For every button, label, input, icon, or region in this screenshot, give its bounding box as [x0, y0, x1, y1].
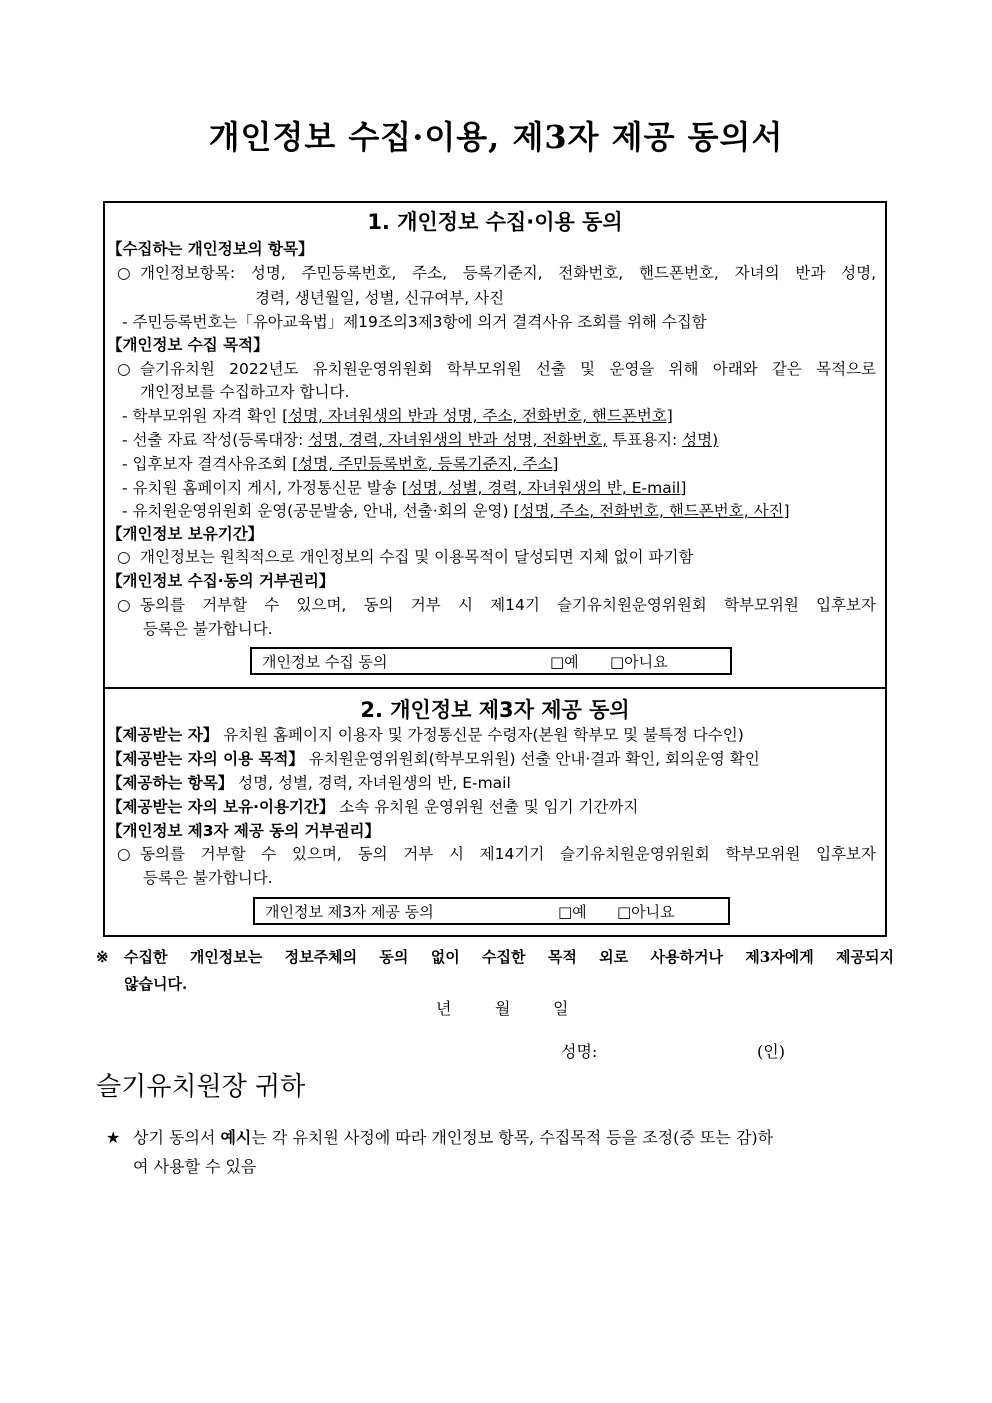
period-label: 【제공받는 자의 보유·이용기간】 — [107, 798, 335, 816]
purpose-item-2-text: - 선출 자료 작성(등록대장: — [122, 431, 309, 449]
notice-mark: ※ — [96, 948, 109, 966]
footnote-pre: 상기 동의서 — [133, 1128, 221, 1147]
purpose-item-2-fields2: 성명) — [682, 431, 719, 449]
refusal-line2: 등록은 불가합니다. — [143, 620, 273, 638]
purpose-item-5-fields: [성명, 주소, 전화번호, 핸드폰번호, 사진] — [513, 502, 790, 520]
retention-bullet: ○ — [117, 548, 131, 566]
items-bullet: ○ — [117, 264, 131, 282]
consent-box-2 — [253, 897, 730, 925]
purpose-item-3 — [122, 453, 558, 475]
refusal-header: 【개인정보 수집·동의 거부권리】 — [107, 572, 335, 590]
consent-box-1 — [250, 647, 732, 675]
provided-items-line — [107, 772, 511, 794]
retention-header: 【개인정보 보유기간】 — [107, 525, 264, 543]
purpose-item-2-fields: 성명, 경력, 자녀원생의 반과 성명, 전화번호, — [308, 431, 608, 449]
refusal-bullet: ○ — [117, 596, 131, 614]
notice-line1: 수집한 개인정보는 정보주체의 동의 없이 수집한 목적 외로 사용하거나 제3자에게 제공되지 — [124, 948, 894, 966]
date-month: 월 — [495, 999, 511, 1018]
items-header: 【수집하는 개인정보의 항목】 — [107, 240, 314, 258]
document-title: 개인정보 수집·이용, 제3자 제공 동의서 — [208, 118, 784, 156]
section-divider — [103, 687, 887, 689]
retention-text: 개인정보는 원칙적으로 개인정보의 수집 및 이용목적이 달성되면 지체 없이 파기함 — [140, 548, 694, 566]
refusal-line1: 동의를 거부할 수 있으며, 동의 거부 시 제14기 슬기유치원운영위원회 학부모위원 입후보자 — [140, 596, 876, 614]
consent-label-2: 개인정보 제3자 제공 동의 — [265, 903, 434, 921]
footnote-star: ★ — [106, 1128, 121, 1147]
purpose-item-3-fields: [성명, 주민등록번호, 등록기준지, 주소] — [292, 455, 559, 473]
recipient-text: 유치원 홈페이지 이용자 및 가정통신문 수령자(본원 학부모 및 불특정 다수인) — [218, 726, 744, 744]
use-purpose-text: 유치원운영위원회(학부모위원) 선출 안내·결과 확인, 회의운영 확인 — [303, 750, 760, 768]
seal-label: (인) — [757, 1042, 785, 1061]
purpose-item-2-mid: 투표용지: — [607, 431, 683, 449]
third-party-refusal-header: 【개인정보 제3자 제공 동의 거부권리】 — [107, 822, 380, 840]
footnote-line1 — [133, 1127, 773, 1149]
consent-no-checkbox-2[interactable]: □아니요 — [617, 903, 675, 921]
period-text: 소속 유치원 운영위원 선출 및 임기 기간까지 — [334, 798, 639, 816]
purpose-item-1 — [122, 405, 673, 427]
purpose-item-3-text: - 입후보자 결격사유조회 — [122, 455, 293, 473]
purpose-item-2 — [122, 429, 718, 451]
purpose-item-4 — [122, 477, 686, 499]
consent-yes-checkbox-1[interactable]: □예 — [550, 653, 579, 671]
period-line — [107, 796, 638, 818]
use-purpose-label: 【제공받는 자의 이용 목적】 — [107, 750, 304, 768]
notice-line2: 않습니다. — [124, 975, 188, 993]
addressee: 슬기유치원장 귀하 — [96, 1072, 306, 1102]
recipient-label: 【제공받는 자】 — [107, 726, 219, 744]
consent-label-1: 개인정보 수집 동의 — [262, 653, 388, 671]
footnote-line2: 여 사용할 수 있음 — [133, 1157, 257, 1176]
footnote-post: 는 각 유치원 사정에 따라 개인정보 항목, 수집목적 등을 조정(증 또는 감)하 — [251, 1128, 774, 1147]
purpose-item-5-text: - 유치원운영위원회 운영(공문발송, 안내, 선출·회의 운영) — [122, 502, 514, 520]
provided-items-label: 【제공하는 항목】 — [107, 774, 234, 792]
recipient-line — [107, 724, 744, 746]
third-party-refusal-line2: 등록은 불가합니다. — [143, 869, 273, 887]
consent-no-checkbox-1[interactable]: □아니요 — [610, 653, 668, 671]
items-line1: 개인정보항목: 성명, 주민등록번호, 주소, 등록기준지, 전화번호, 핸드폰번호, 자녀의 반과 성명, — [140, 264, 876, 282]
purpose-item-1-text: - 학부모위원 자격 확인 — [122, 407, 283, 425]
purpose-item-4-text: - 유치원 홈페이지 게시, 가정통신문 발송 — [122, 479, 402, 497]
date-year: 년 — [436, 999, 452, 1018]
purpose-bullet: ○ — [117, 360, 131, 378]
footnote-bold: 예시 — [220, 1128, 252, 1147]
items-note: - 주민등록번호는「유아교육법」제19조의3제3항에 의거 결격사유 조회를 위해 수집함 — [122, 313, 707, 331]
provided-items-text: 성명, 성별, 경력, 자녀원생의 반, E-mail — [233, 774, 511, 792]
items-line2: 경력, 생년월일, 성별, 신규여부, 사진 — [255, 289, 505, 307]
date-day: 일 — [553, 999, 569, 1018]
section1-title: 1. 개인정보 수집·이용 동의 — [367, 210, 623, 234]
third-party-refusal-line1: 동의를 거부할 수 있으며, 동의 거부 시 제14기기 슬기유치원운영위원회 학부모위원 입후보자 — [140, 845, 876, 863]
consent-yes-checkbox-2[interactable]: □예 — [558, 903, 587, 921]
purpose-line2: 개인정보를 수집하고자 합니다. — [140, 383, 350, 401]
third-party-refusal-bullet: ○ — [117, 845, 131, 863]
signature-label: 성명: — [561, 1042, 598, 1061]
use-purpose-line — [107, 748, 760, 770]
purpose-item-4-fields: [성명, 성별, 경력, 자녀원생의 반, E-mail] — [401, 479, 687, 497]
purpose-header: 【개인정보 수집 목적】 — [107, 336, 269, 354]
purpose-line1: 슬기유치원 2022년도 유치원운영위원회 학부모위원 선출 및 운영을 위해 아래와 같은 목적으로 — [140, 360, 876, 378]
purpose-item-5 — [122, 500, 790, 522]
purpose-item-1-fields: [성명, 자녀원생의 반과 성명, 주소, 전화번호, 핸드폰번호] — [282, 407, 673, 425]
section2-title: 2. 개인정보 제3자 제공 동의 — [360, 698, 630, 722]
